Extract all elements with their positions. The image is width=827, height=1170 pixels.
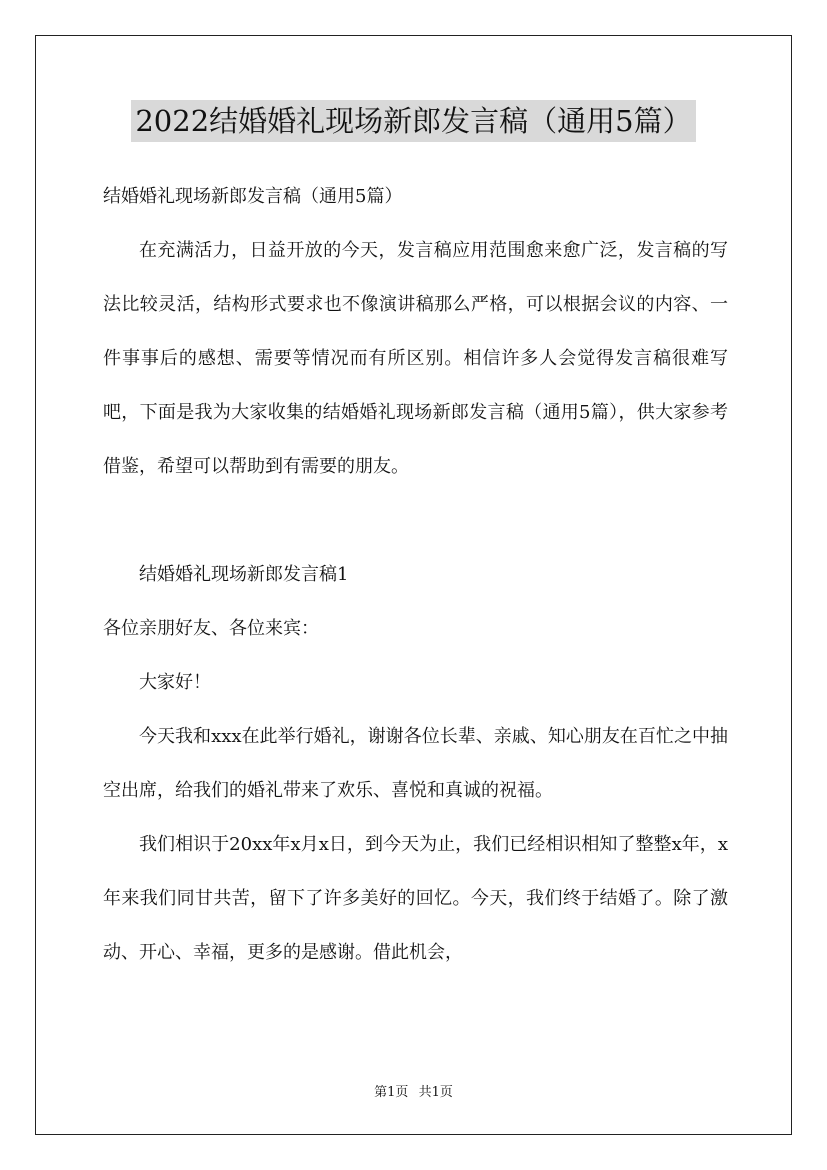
paragraph-salutation: 各位亲朋好友、各位来宾： <box>103 618 319 639</box>
paragraph-intro: 在充满活力，日益开放的今天，发言稿应用范围愈来愈广泛，发言稿的写法比较灵活，结构形式要求也不像演讲稿那么严格，可以根据会议的内容、一件事事后的感想、需要等情况而有所区别。相信许多人会觉得发言稿很难写吧，下面是我为大家收集的结婚婚礼现场新郎发言稿（通用5篇），供大家参考借鉴，希望可以帮助到有需要的朋友。 <box>103 240 728 477</box>
paragraph-story: 我们相识于20xx年x月x日，到今天为止，我们已经相识相知了整整x年，x年来我们同甘共苦，留下了许多美好的回忆。今天，我们终于结婚了。除了激动、开心、幸福，更多的是感谢。借此机会， <box>103 834 728 963</box>
paragraph-thanks: 今天我和xxx在此举行婚礼，谢谢各位长辈、亲戚、知心朋友在百忙之中抽空出席，给我们的婚礼带来了欢乐、喜悦和真诚的祝福。 <box>103 726 728 801</box>
section-heading: 结婚婚礼现场新郎发言稿1 <box>139 564 349 585</box>
page-total: 共1页 <box>418 1085 453 1100</box>
document-body <box>103 170 728 980</box>
page-footer <box>0 1084 827 1102</box>
page-number: 第1页 <box>374 1085 409 1100</box>
document-title: 2022结婚婚礼现场新郎发言稿（通用5篇） <box>131 100 695 142</box>
paragraph-greeting: 大家好！ <box>139 672 211 693</box>
paragraph-subtitle: 结婚婚礼现场新郎发言稿（通用5篇） <box>103 186 403 207</box>
title-container <box>0 100 827 142</box>
blank-line <box>103 494 728 548</box>
